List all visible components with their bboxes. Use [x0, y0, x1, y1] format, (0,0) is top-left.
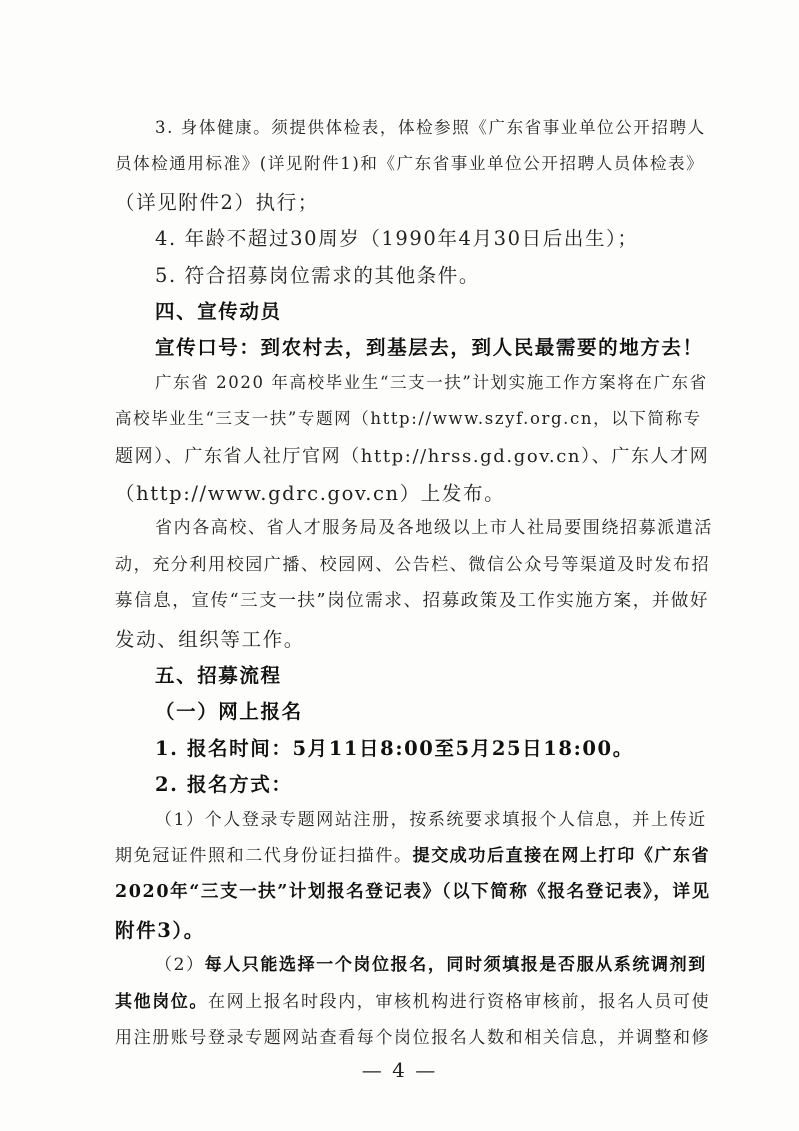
paragraph-line: 5. 符合招募岗位需求的其他条件。 [155, 263, 481, 287]
paragraph-line: 附件3）。 [115, 918, 205, 942]
page-number: — 4 — [361, 1058, 438, 1082]
paragraph-line [115, 991, 715, 1012]
paragraph-text: （2） [155, 955, 205, 976]
paragraph-bold-text: 每人只能选择一个岗位报名，同时须填报是否服从系统调剂到 [204, 955, 707, 976]
paragraph-line: 募信息，宣传“三支一扶”岗位需求、招募政策及工作实施方案，并做好 [115, 591, 710, 612]
slogan-line: 宣传口号：到农村去，到基层去，到人民最需要的地方去！ [155, 336, 704, 360]
paragraph-bold-text: 提交成功后直接在网上打印《广东省 [412, 846, 711, 866]
paragraph-line: 4. 年龄不超过30周岁（1990年4月30日后出生）； [155, 227, 639, 251]
paragraph-line: 发动、组织等工作。 [115, 627, 305, 651]
paragraph-line: （http://www.gdrc.gov.cn）上发布。 [115, 482, 506, 505]
section-heading: 五、招募流程 [155, 664, 282, 687]
paragraph-line: 1. 报名时间：5月11日8:00至5月25日18:00。 [155, 736, 634, 760]
paragraph-line: 题网）、广东省人社厅官网（http://hrss.gd.gov.cn）、广东人才网 [115, 445, 710, 467]
paragraph-line: 用注册账号登录专题网站查看每个岗位报名人数和相关信息，并调整和修 [115, 1028, 711, 1048]
paragraph-text: 期免冠证件照和二代身份证扫描件。 [115, 846, 413, 866]
paragraph-line [155, 957, 715, 974]
paragraph-line: 动，充分利用校园广播、校园网、公告栏、微信公众号等渠道及时发布招 [115, 554, 711, 575]
section-heading: 四、宣传动员 [155, 300, 282, 323]
paragraph-line: 2020年“三支一扶”计划报名登记表》（以下简称《报名登记表》，详见 [115, 882, 711, 903]
paragraph-line: （详见附件2）执行； [115, 190, 319, 214]
paragraph-text: 在网上报名时段内，审核机构进行资格审核前，报名人员可使 [208, 991, 711, 1012]
paragraph-line: 3. 身体健康。须提供体检表，体检参照《广东省事业单位公开招聘人 [155, 118, 706, 137]
paragraph-bold-text: 其他岗位。 [115, 991, 208, 1012]
subsection-heading: （一）网上报名 [155, 700, 303, 724]
paragraph-line: 广东省 2020 年高校毕业生“三支一扶”计划实施工作方案将在广东省 [155, 372, 708, 392]
paragraph-line: 省内各高校、省人才服务局及各地级以上市人社局要围绕招募派遣活 [155, 518, 713, 539]
paragraph-line: （1）个人登录专题网站注册，按系统要求填报个人信息，并上传近 [155, 809, 707, 830]
paragraph-line: 高校毕业生“三支一扶”专题网（http://www.szyf.org.cn，以下简称专 [115, 409, 702, 429]
paragraph-line: 员体检通用标准》(详见附件1)和《广东省事业单位公开招聘人员体检表》 [115, 154, 705, 174]
paragraph-line [115, 848, 715, 865]
paragraph-line: 2. 报名方式： [155, 773, 293, 797]
